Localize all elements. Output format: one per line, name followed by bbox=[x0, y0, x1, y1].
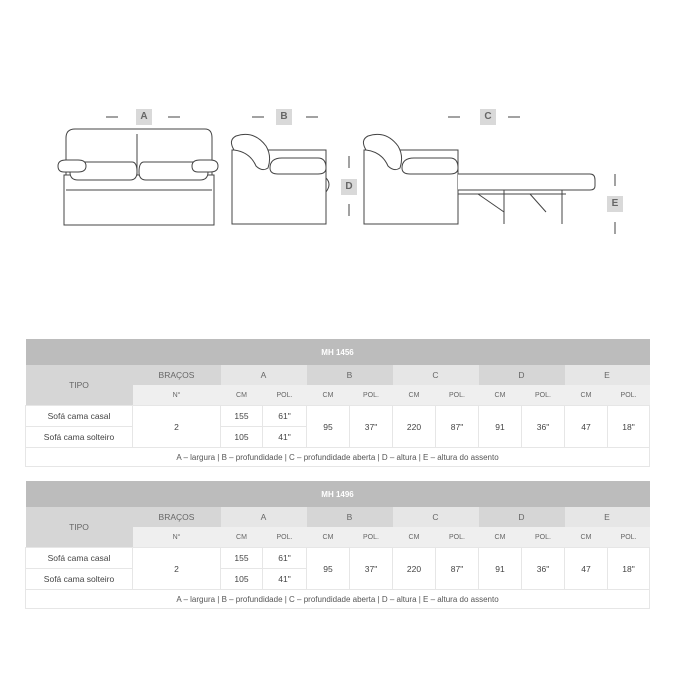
d-pol-cell: 36" bbox=[522, 548, 565, 590]
header-b: B bbox=[307, 365, 393, 385]
header-cm: CM bbox=[479, 527, 522, 548]
dimension-label-d: D bbox=[341, 179, 357, 195]
header-bracos-sub: N° bbox=[133, 527, 221, 548]
header-d: D bbox=[479, 507, 565, 527]
table-row bbox=[26, 406, 650, 427]
header-pol: POL. bbox=[350, 527, 393, 548]
dimension-label-a: A bbox=[136, 109, 152, 125]
header-cm: CM bbox=[307, 385, 350, 406]
bracos-cell: 2 bbox=[133, 548, 221, 590]
c-pol-cell: 87" bbox=[436, 548, 479, 590]
e-cm-cell: 47 bbox=[565, 406, 608, 448]
sofa-drawings bbox=[0, 0, 675, 260]
header-cm: CM bbox=[565, 385, 608, 406]
bracos-cell: 2 bbox=[133, 406, 221, 448]
a-cm-cell: 105 bbox=[221, 569, 263, 590]
header-tipo: TIPO bbox=[26, 365, 133, 406]
tipo-cell: Sofá cama casal bbox=[26, 406, 133, 427]
dimension-label-c: C bbox=[480, 109, 496, 125]
tipo-cell: Sofá cama casal bbox=[26, 548, 133, 569]
a-cm-cell: 105 bbox=[221, 427, 263, 448]
header-bracos: BRAÇOS bbox=[133, 365, 221, 385]
header-cm: CM bbox=[221, 385, 263, 406]
header-pol: POL. bbox=[263, 385, 307, 406]
e-pol-cell: 18" bbox=[608, 406, 650, 448]
a-pol-cell: 61" bbox=[263, 548, 307, 569]
sofa-front-view bbox=[58, 129, 218, 225]
header-pol: POL. bbox=[608, 527, 650, 548]
dimension-label-e: E bbox=[607, 196, 623, 212]
table-legend: A – largura | B – profundidade | C – profundidade aberta | D – altura | E – altura do assento bbox=[26, 590, 650, 609]
header-pol: POL. bbox=[608, 385, 650, 406]
header-cm: CM bbox=[393, 527, 436, 548]
dimensions-table-mh1456 bbox=[25, 339, 650, 467]
header-b: B bbox=[307, 507, 393, 527]
table-title: MH 1496 bbox=[26, 481, 650, 507]
tipo-cell: Sofá cama solteiro bbox=[26, 427, 133, 448]
header-cm: CM bbox=[565, 527, 608, 548]
a-cm-cell: 155 bbox=[221, 548, 263, 569]
header-pol: POL. bbox=[263, 527, 307, 548]
header-pol: POL. bbox=[522, 385, 565, 406]
d-cm-cell: 91 bbox=[479, 406, 522, 448]
header-a: A bbox=[221, 365, 307, 385]
header-bracos: BRAÇOS bbox=[133, 507, 221, 527]
header-c: C bbox=[393, 365, 479, 385]
table-title: MH 1456 bbox=[26, 339, 650, 365]
d-cm-cell: 91 bbox=[479, 548, 522, 590]
header-d: D bbox=[479, 365, 565, 385]
header-pol: POL. bbox=[436, 527, 479, 548]
header-e: E bbox=[565, 365, 650, 385]
dimension-label-b: B bbox=[276, 109, 292, 125]
sofa-side-view bbox=[231, 134, 329, 224]
c-cm-cell: 220 bbox=[393, 548, 436, 590]
header-pol: POL. bbox=[436, 385, 479, 406]
header-cm: CM bbox=[393, 385, 436, 406]
d-pol-cell: 36" bbox=[522, 406, 565, 448]
a-pol-cell: 41" bbox=[263, 427, 307, 448]
c-pol-cell: 87" bbox=[436, 406, 479, 448]
tipo-cell: Sofá cama solteiro bbox=[26, 569, 133, 590]
e-cm-cell: 47 bbox=[565, 548, 608, 590]
b-cm-cell: 95 bbox=[307, 548, 350, 590]
b-pol-cell: 37" bbox=[350, 548, 393, 590]
header-a: A bbox=[221, 507, 307, 527]
sofa-opened-view bbox=[363, 134, 595, 224]
header-c: C bbox=[393, 507, 479, 527]
e-pol-cell: 18" bbox=[608, 548, 650, 590]
header-bracos-sub: N° bbox=[133, 385, 221, 406]
table-row bbox=[26, 548, 650, 569]
a-pol-cell: 41" bbox=[263, 569, 307, 590]
sofa-dimension-diagram bbox=[0, 0, 675, 260]
header-cm: CM bbox=[479, 385, 522, 406]
header-cm: CM bbox=[221, 527, 263, 548]
a-cm-cell: 155 bbox=[221, 406, 263, 427]
c-cm-cell: 220 bbox=[393, 406, 436, 448]
header-e: E bbox=[565, 507, 650, 527]
header-tipo: TIPO bbox=[26, 507, 133, 548]
a-pol-cell: 61" bbox=[263, 406, 307, 427]
header-pol: POL. bbox=[522, 527, 565, 548]
dimensions-table-mh1496 bbox=[25, 481, 650, 609]
b-pol-cell: 37" bbox=[350, 406, 393, 448]
table-legend: A – largura | B – profundidade | C – profundidade aberta | D – altura | E – altura do assento bbox=[26, 448, 650, 467]
header-pol: POL. bbox=[350, 385, 393, 406]
header-cm: CM bbox=[307, 527, 350, 548]
b-cm-cell: 95 bbox=[307, 406, 350, 448]
